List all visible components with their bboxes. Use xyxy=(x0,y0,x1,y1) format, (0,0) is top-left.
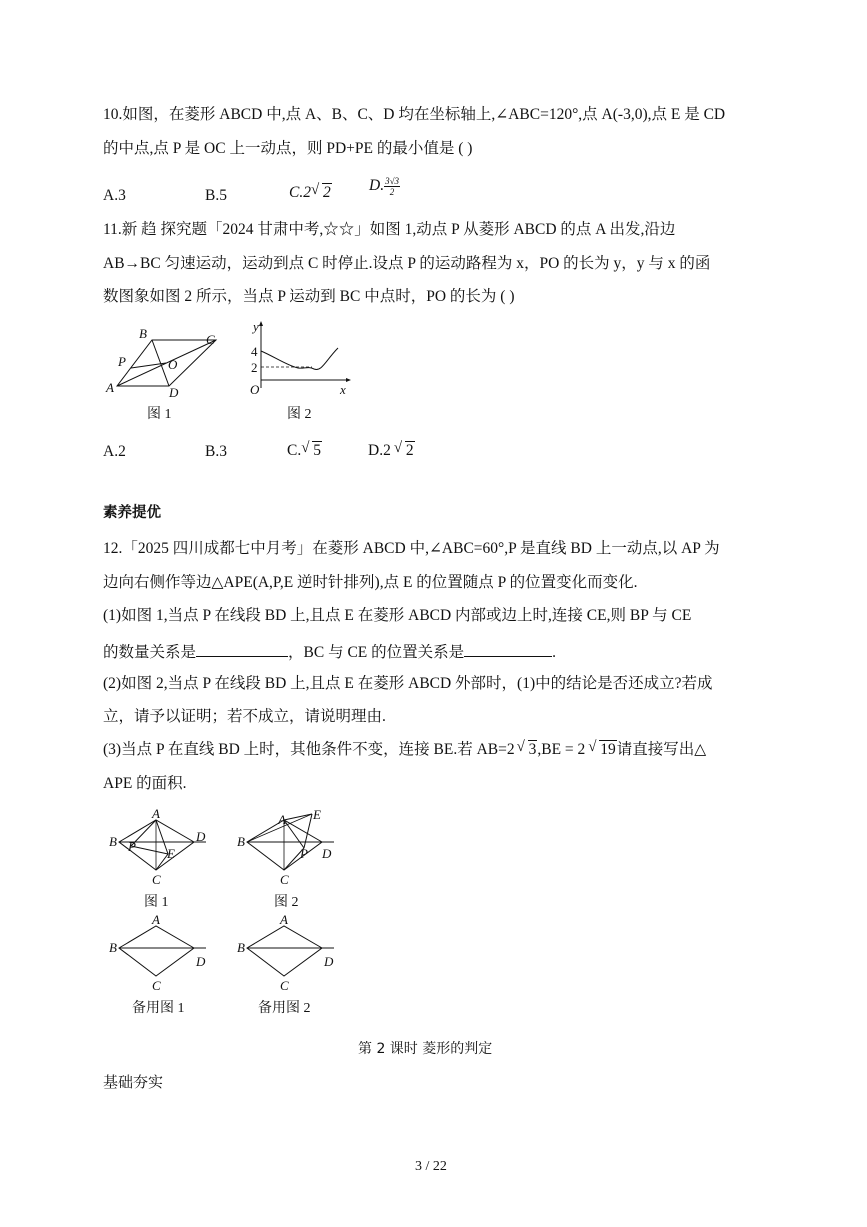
subsection-title: 基础夯实 xyxy=(103,1075,164,1091)
q12-line3: (1)如图 1,当点 P 在线段 BD 上,且点 E 在菱形 ABCD 内部或边上时,连接 CE,则 BP 与 CE xyxy=(103,607,692,624)
q12-line8: APE 的面积. xyxy=(103,775,187,792)
q12-line4-part-b: ，BC 与 CE 的位置关系是 xyxy=(288,644,465,661)
q12-line5: (2)如图 2,当点 P 在线段 BD 上,且点 E 在菱形 ABCD 外部时，(1)中的结论是否还成立?若成 xyxy=(103,675,713,692)
q11-fig1-label-b: B xyxy=(139,326,147,341)
q11-fig2-label-2: 2 xyxy=(251,360,258,375)
q12-spare-fig2 xyxy=(234,914,342,994)
q10-option-d-numerator: 3√3 xyxy=(385,176,400,186)
q11-fig2-graph xyxy=(248,318,358,400)
q12-answer-blank-2[interactable] xyxy=(464,640,552,657)
q12-spare1-label-d: D xyxy=(196,954,206,969)
q12-spare1-label-b: B xyxy=(109,940,117,955)
q11-fig2-label-x: x xyxy=(340,382,346,397)
q11-fig2-label-y: y xyxy=(253,319,259,334)
q11-fig1-label-p: P xyxy=(118,354,126,369)
q11-option-c xyxy=(287,441,322,461)
q10-option-c-prefix: C.2 xyxy=(289,184,311,201)
q11-fig1-caption: 图 1 xyxy=(147,407,172,422)
q12-spare1-label-c: C xyxy=(152,978,161,993)
q11-fig1-label-d: D xyxy=(169,385,179,400)
q11-fig2-label-o: O xyxy=(250,382,260,397)
q11-option-d-radicand: 2 xyxy=(405,442,414,459)
q12-spare1-label-a: A xyxy=(152,914,160,927)
q12-spare-fig1 xyxy=(106,914,214,994)
q11-line2: AB→BC 匀速运动，运动到点 C 时停止.设点 P 的运动路程为 x，PO 的长为 y，y 与 x 的函 xyxy=(103,255,711,272)
q12-fig1-label-e: E xyxy=(167,846,175,861)
q12-line7-part-a: (3)当点 P 在直线 BD 上时，其他条件不变，连接 BE.若 AB=2 xyxy=(103,741,515,758)
q10-option-a: A.3 xyxy=(103,187,126,204)
q10-option-d xyxy=(369,176,400,197)
q12-fig2-label-b: B xyxy=(237,834,245,849)
q11-line1: 11.新 趋 探究题「2024 甘肃中考,☆☆」如图 1,动点 P 从菱形 ABCD 的点 A 出发,沿边 xyxy=(103,221,676,238)
q12-spare2-label-b: B xyxy=(237,940,245,955)
q12-fig1-label-a: A xyxy=(152,808,160,821)
q10-option-b: B.5 xyxy=(205,187,227,204)
q11-fig1-label-a: A xyxy=(106,380,114,395)
q12-fig2-label-e: E xyxy=(313,807,321,822)
q11-option-d xyxy=(368,441,415,461)
q10-option-c-radicand: 2 xyxy=(322,184,331,201)
q12-line7-radicand-1: 3 xyxy=(528,741,537,758)
q10-line1: 10.如图，在菱形 ABCD 中,点 A、B、C、D 均在坐标轴上,∠ABC=120°,点 A(-3,0),点 E 是 CD xyxy=(103,106,726,123)
q12-fig1-label-b: B xyxy=(109,834,117,849)
q12-fig1-label-c: C xyxy=(152,872,161,887)
q12-fig2-label-a: A xyxy=(278,812,286,827)
q11-option-a: A.2 xyxy=(103,443,126,460)
q12-fig2 xyxy=(234,806,344,888)
q11-line3: 数图象如图 2 所示，当点 P 运动到 BC 中点时，PO 的长为 ( ) xyxy=(103,288,515,305)
q11-option-b: B.3 xyxy=(205,443,227,460)
q12-spare2-label-c: C xyxy=(280,978,289,993)
lesson-title: 第 2 课时 菱形的判定 xyxy=(358,1041,493,1057)
q12-line4 xyxy=(103,640,556,663)
q12-spare-fig2-caption: 备用图 2 xyxy=(258,1001,311,1016)
q12-answer-blank-1[interactable] xyxy=(196,640,288,657)
q12-line6: 立，请予以证明；若不成立，请说明理由. xyxy=(103,708,386,725)
q11-option-d-prefix: D.2 xyxy=(368,442,391,459)
page-number: 3 / 22 xyxy=(415,1159,447,1174)
section-title: 素养提优 xyxy=(103,505,161,521)
q12-line4-part-c: . xyxy=(552,644,556,661)
q12-line7-part-b: ,BE = 2 xyxy=(537,741,586,758)
q11-fig1-label-c: C xyxy=(206,332,215,347)
q12-line7-radicand-2: 19 xyxy=(600,741,616,758)
q12-fig2-label-p: P xyxy=(300,846,308,861)
q12-line2: 边向右侧作等边△APE(A,P,E 逆时针排列),点 E 的位置随点 P 的位置变化而变化. xyxy=(103,574,638,591)
q12-spare2-label-a: A xyxy=(280,914,288,927)
q12-fig2-label-c: C xyxy=(280,872,289,887)
q10-option-c xyxy=(289,183,332,203)
q10-option-d-denominator: 2 xyxy=(389,187,395,197)
q11-fig1-label-o: O xyxy=(168,357,178,372)
q10-option-d-prefix: D. xyxy=(369,177,385,195)
q10-line2: 的中点,点 P 是 OC 上一动点，则 PD+PE 的最小值是 ( ) xyxy=(103,140,473,157)
q12-fig1-label-d: D xyxy=(196,829,206,844)
q12-spare2-label-d: D xyxy=(324,954,334,969)
q12-fig1-caption: 图 1 xyxy=(144,895,169,910)
q12-line1: 12.「2025 四川成都七中月考」在菱形 ABCD 中,∠ABC=60°,P 是直线 BD 上一动点,以 AP 为 xyxy=(103,540,720,557)
q11-fig2-caption: 图 2 xyxy=(287,407,312,422)
q12-spare-fig1-caption: 备用图 1 xyxy=(132,1001,185,1016)
q11-fig1-rhombus xyxy=(104,326,229,401)
q12-fig2-caption: 图 2 xyxy=(274,895,299,910)
q12-line4-part-a: 的数量关系是 xyxy=(103,644,197,661)
q12-fig2-label-d: D xyxy=(322,846,332,861)
q12-line7-part-c: 请直接写出△ xyxy=(616,741,707,758)
q12-fig1-label-p: P xyxy=(128,839,136,854)
q11-fig2-label-4: 4 xyxy=(251,344,258,359)
q11-option-c-prefix: C. xyxy=(287,442,302,459)
q11-option-c-radicand: 5 xyxy=(313,442,321,459)
q12-line7 xyxy=(103,740,706,760)
q12-fig1 xyxy=(106,808,214,888)
